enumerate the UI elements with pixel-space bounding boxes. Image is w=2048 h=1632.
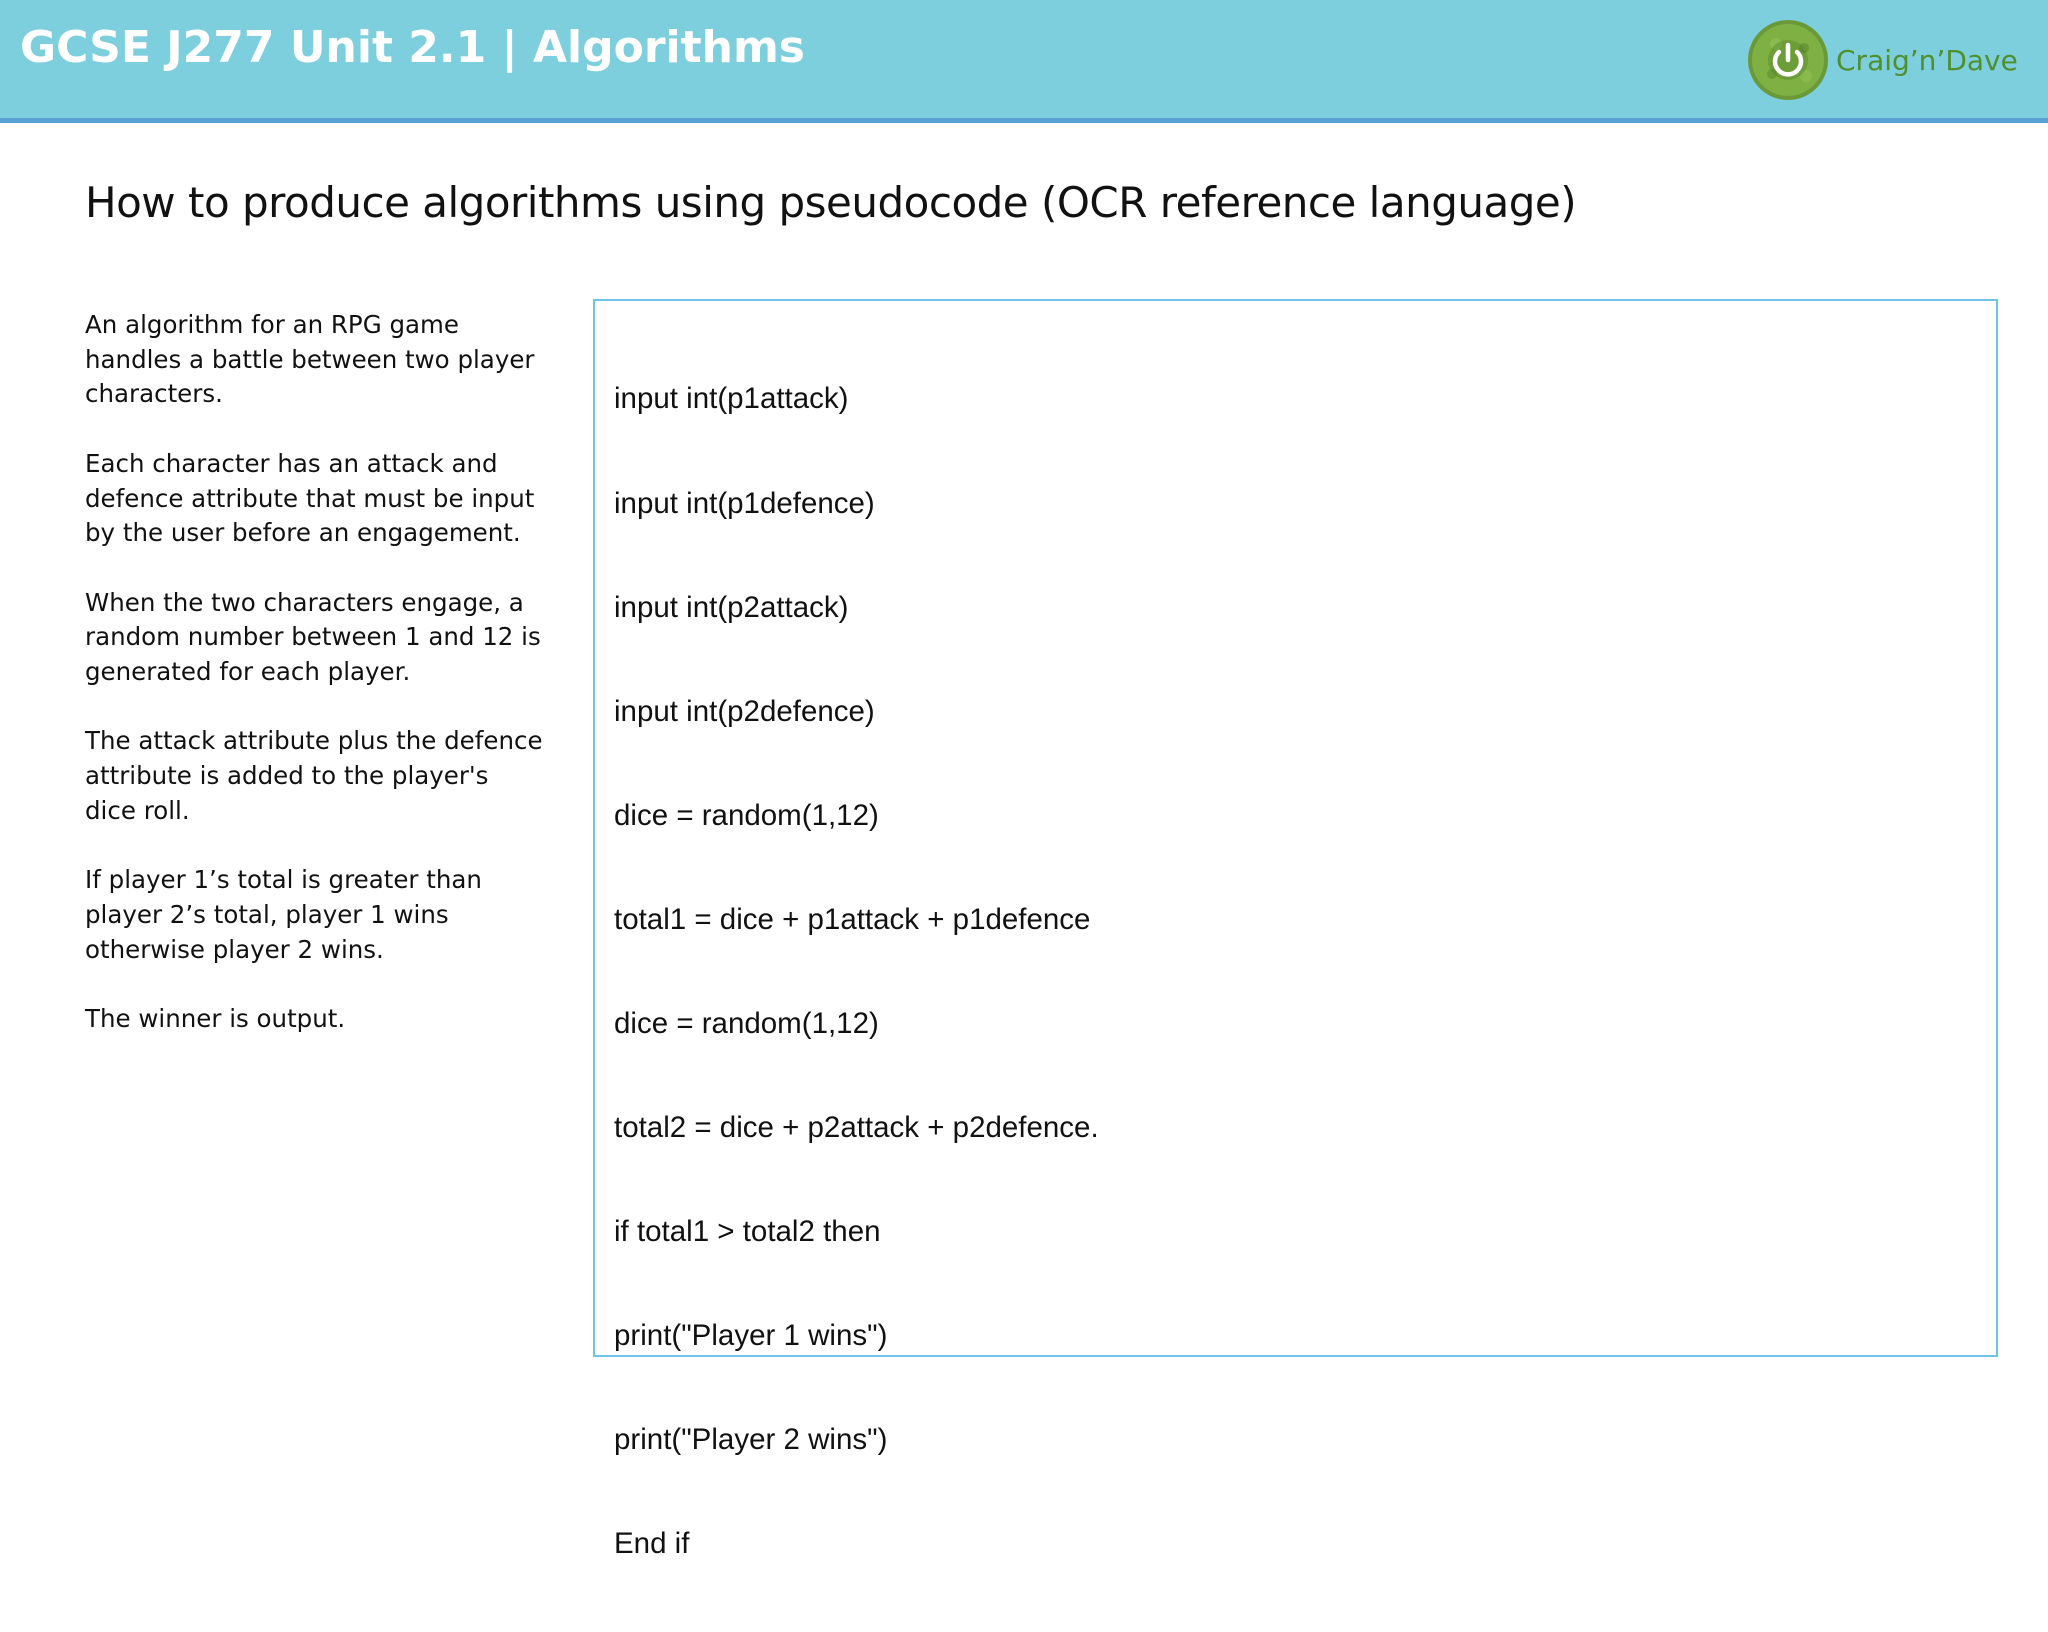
task-description bbox=[85, 308, 545, 1071]
code-line: print("Player 1 wins") bbox=[614, 1319, 888, 1353]
header-title: GCSE J277 Unit 2.1 | Algorithms bbox=[20, 22, 805, 73]
code-line: End if bbox=[614, 1527, 690, 1561]
code-line: total2 = dice + p2attack + p2defence. bbox=[614, 1111, 1099, 1145]
page-title: How to produce algorithms using pseudocode (OCR reference language) bbox=[85, 178, 1577, 227]
code-line: if total1 > total2 then bbox=[614, 1215, 881, 1249]
logo bbox=[1746, 18, 2018, 102]
description-paragraph: The winner is output. bbox=[85, 1003, 346, 1033]
pseudocode-box[interactable] bbox=[593, 299, 1998, 1561]
description-paragraph: The attack attribute plus the defence attribute is added to the player's dice roll. bbox=[85, 726, 543, 825]
code-line: dice = random(1,12) bbox=[614, 1006, 879, 1040]
code-line: total1 = dice + p1attack + p1defence bbox=[614, 902, 1091, 936]
description-paragraph: An algorithm for an RPG game handles a battle between two player characters. bbox=[85, 310, 535, 409]
code-line: input int(p1attack) bbox=[614, 382, 849, 416]
power-button-icon bbox=[1746, 18, 1830, 102]
code-line: input int(p2attack) bbox=[614, 590, 849, 624]
code-line: input int(p1defence) bbox=[614, 486, 875, 520]
code-line: input int(p2defence) bbox=[614, 694, 875, 728]
header-bar bbox=[0, 0, 2048, 123]
pseudocode-lines bbox=[614, 313, 1099, 1632]
logo-text: Craig’n’Dave bbox=[1836, 43, 2018, 77]
description-paragraph: When the two characters engage, a random number between 1 and 12 is generated for each player. bbox=[85, 587, 541, 686]
code-line: dice = random(1,12) bbox=[614, 798, 879, 832]
description-paragraph: If player 1’s total is greater than player 2’s total, player 1 wins otherwise player 2 wins. bbox=[85, 865, 482, 964]
code-line: print("Player 2 wins") bbox=[614, 1423, 888, 1457]
description-paragraph: Each character has an attack and defence attribute that must be input by the user before an engagement. bbox=[85, 448, 535, 548]
